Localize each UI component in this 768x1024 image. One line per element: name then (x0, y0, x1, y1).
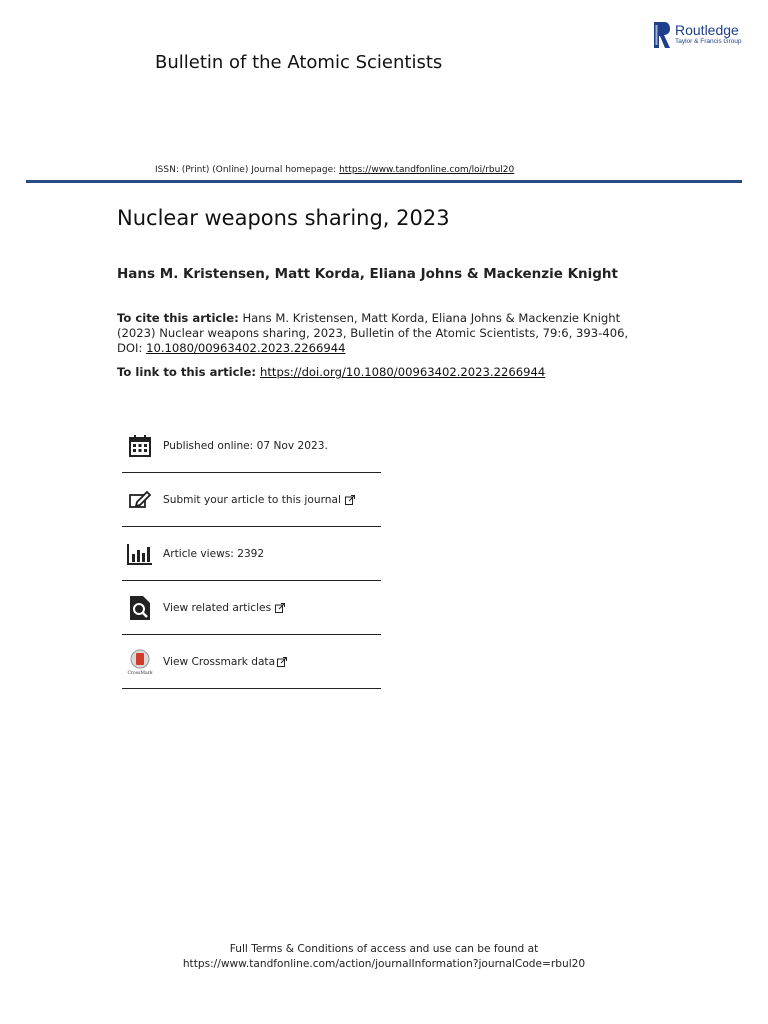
issn-line (155, 165, 514, 175)
edit-icon (127, 487, 153, 513)
submit-article-row[interactable] (122, 473, 381, 527)
article-views-text: Article views: 2392 (163, 547, 265, 560)
crossmark-icon (127, 649, 153, 675)
search-document-icon (127, 595, 153, 621)
published-online-text: Published online: 07 Nov 2023. (163, 440, 328, 452)
footer-terms-url[interactable]: https://www.tandfonline.com/action/journalInformation?journalCode=rbul20 (182, 958, 586, 970)
routledge-logo-icon (653, 21, 671, 49)
published-online-row (122, 420, 381, 473)
bar-chart-icon (127, 541, 153, 567)
article-doi-url-link[interactable]: https://doi.org/10.1080/00963402.2023.2266944 (260, 365, 546, 379)
cite-text: Hans M. Kristensen, Matt Korda, Eliana Johns & Mackenzie Knight (2023) Nuclear weapons sharing, 2023, Bulletin of the Atomic Scientists, 79:6, 393-406, DOI: (117, 311, 629, 355)
cite-label: To cite this article: (117, 311, 239, 325)
article-views-row (122, 527, 381, 581)
journal-homepage-link[interactable]: https://www.tandfonline.com/loi/rbul20 (339, 165, 515, 175)
related-articles-row[interactable] (122, 581, 381, 635)
crossmark-row[interactable] (122, 635, 381, 689)
submit-article-link[interactable]: Submit your article to this journal (163, 493, 341, 506)
publisher-name: Routledge (675, 22, 739, 38)
header-rule (26, 180, 742, 183)
journal-title: Bulletin of the Atomic Scientists (155, 52, 443, 73)
crossmark-label: CrossMark (127, 670, 153, 675)
footer-line-1: Full Terms & Conditions of access and use can be found at (229, 943, 539, 955)
article-info-list (122, 420, 381, 689)
link-label: To link to this article: (117, 365, 261, 379)
external-link-icon (277, 657, 287, 667)
issn-prefix: ISSN: (Print) (Online) Journal homepage: (155, 165, 340, 175)
routledge-logo (653, 21, 753, 49)
crossmark-link[interactable]: View Crossmark data (163, 655, 276, 668)
article-authors: Hans M. Kristensen, Matt Korda, Eliana Johns & Mackenzie Knight (117, 266, 618, 282)
related-articles-link[interactable]: View related articles (163, 601, 272, 614)
article-link-line (117, 365, 545, 379)
article-title: Nuclear weapons sharing, 2023 (117, 206, 450, 230)
external-link-icon (345, 495, 355, 505)
citation-block (117, 311, 647, 356)
footer-terms (0, 942, 768, 972)
external-link-icon (275, 603, 285, 613)
calendar-icon (127, 433, 153, 459)
doi-link[interactable]: 10.1080/00963402.2023.2266944 (146, 341, 346, 355)
publisher-group: Taylor & Francis Group (675, 38, 742, 45)
